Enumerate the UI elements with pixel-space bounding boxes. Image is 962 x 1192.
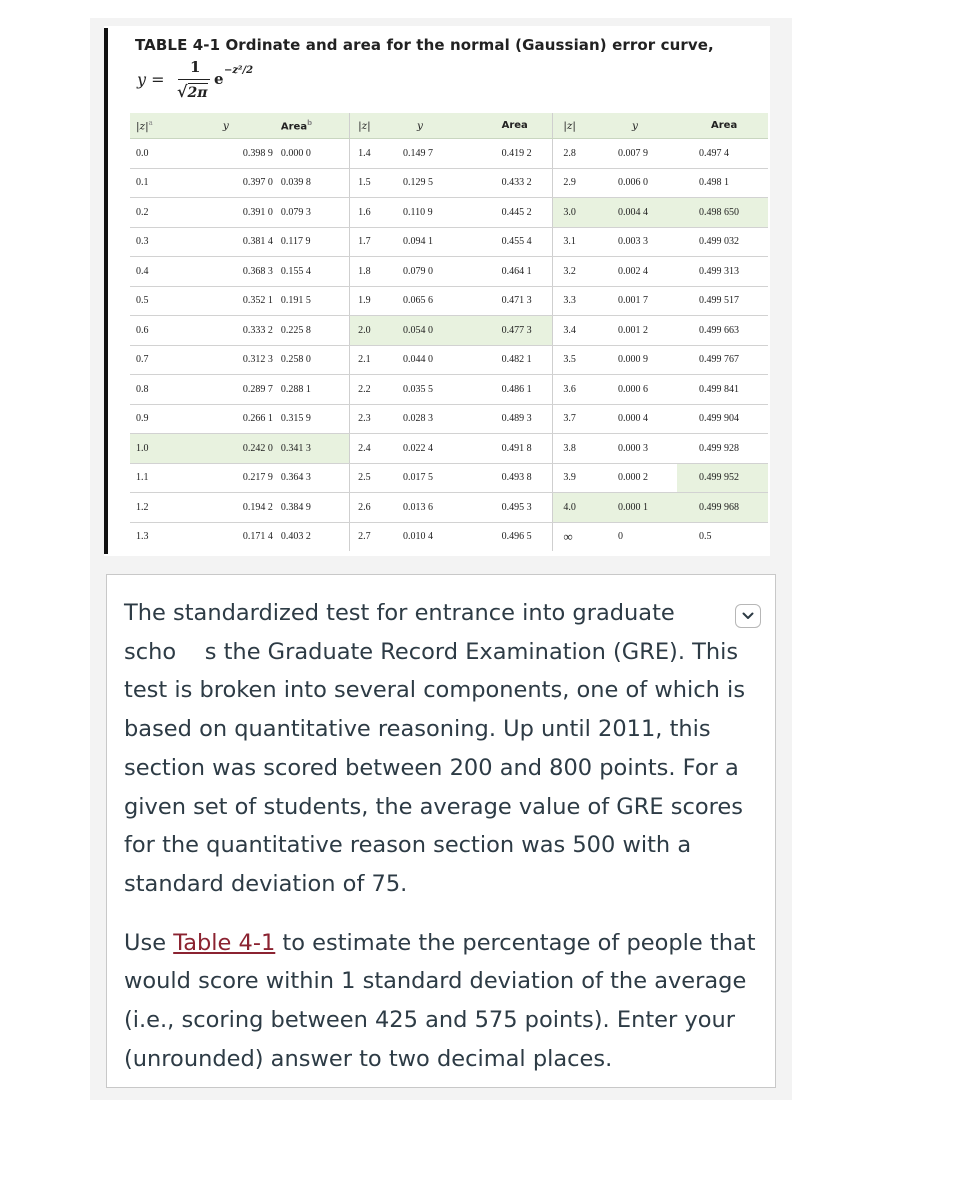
table-cell: 0.217 9: [185, 463, 273, 493]
table-cell: 3.2: [553, 257, 600, 287]
table-row: [130, 316, 768, 346]
table-cell: 1.3: [136, 531, 149, 543]
table-cell: 3.8: [553, 434, 600, 464]
table-left-rule: [104, 28, 108, 554]
chevron-down-icon: [742, 612, 754, 620]
table-cell: 0.006 0: [600, 168, 677, 198]
table-cell: 0.493 8: [474, 463, 553, 493]
table-row: [130, 463, 768, 493]
formula-fraction-bar: [178, 79, 210, 80]
footnote-a: a: [148, 118, 153, 127]
table-cell: 0.455 4: [474, 227, 553, 257]
table-header-row: [130, 113, 768, 139]
table-row: [130, 522, 768, 551]
header-area-2: Area: [474, 113, 553, 139]
table-cell: 2.1: [350, 345, 387, 375]
table-cell: 1.7: [350, 227, 387, 257]
table-cell: ∞: [553, 522, 600, 551]
question-text: [124, 594, 774, 1078]
table-cell: 1.1: [130, 463, 185, 493]
table-cell: 0.094 1: [387, 227, 474, 257]
table-cell: 0.149 7: [387, 139, 474, 169]
table-cell: 0.333 2: [185, 316, 273, 346]
table-cell: 0.499 517: [677, 286, 768, 316]
table-cell: 0.155 4: [273, 257, 350, 287]
table-cell: 0.6: [130, 316, 185, 346]
header-y-1: y: [185, 113, 273, 139]
table-cell: 0.419 2: [474, 139, 553, 169]
table-cell: 0.001 7: [600, 286, 677, 316]
table-row: [130, 375, 768, 405]
table-cell: 0.464 1: [474, 257, 553, 287]
table-cell: 0.003 3: [600, 227, 677, 257]
table-cell: 3.7: [553, 404, 600, 434]
table-cell: 0.433 2: [474, 168, 553, 198]
table-cell: 3.1: [553, 227, 600, 257]
table-cell: 0.341 3: [273, 434, 350, 464]
table-cell: 0.352 1: [185, 286, 273, 316]
table-cell: 0.022 4: [387, 434, 474, 464]
gaussian-formula: [137, 58, 297, 108]
table-cell: 3.4: [553, 316, 600, 346]
table-cell: 0.491 8: [474, 434, 553, 464]
table-cell: 0.000 0: [273, 139, 350, 169]
table-cell: 0.017 5: [387, 463, 474, 493]
formula-base: e: [214, 70, 224, 88]
table-cell: 0.497 4: [677, 139, 768, 169]
table-cell: 0.002 4: [600, 257, 677, 287]
header-z-3: |z|: [553, 113, 600, 139]
table-cell: 2.4: [350, 434, 387, 464]
table-cell: 2.5: [350, 463, 387, 493]
formula-lhs: y =: [137, 70, 165, 89]
question-p1-rest: s the Graduate Record Examination (GRE). This test is broken into several components, one of which is based on quantitative reasoning. Up until 2011, this section was scored between 200 and 800 points. For a given set of students, the average value of GRE scores for the quantitative reason section was 500 with a standard deviation of 75.: [124, 638, 746, 897]
table-cell: 1.6: [350, 198, 387, 228]
table-cell: 0.499 663: [677, 316, 768, 346]
table-cell: 0: [618, 531, 623, 543]
table-cell: 0.129 5: [387, 168, 474, 198]
table-cell: 1.8: [350, 257, 387, 287]
table-cell: 2.9: [553, 168, 600, 198]
table-cell: 0.368 3: [185, 257, 273, 287]
table-cell: 0.499 952: [677, 463, 768, 493]
table-cell: 1.9: [350, 286, 387, 316]
table-cell: 1.2: [130, 493, 185, 523]
table-cell: 0.397 0: [185, 168, 273, 198]
table-cell: 3.6: [553, 375, 600, 405]
formula-denominator: [177, 82, 208, 101]
table-cell: 0.495 3: [474, 493, 553, 523]
table-cell: 0.194 2: [185, 493, 273, 523]
header-z-2: |z|: [350, 113, 387, 139]
table-cell: 3.5: [553, 345, 600, 375]
question-p2-suffix: to estimate the percentage of people that would score within 1 standard deviation of the average (i.e., scoring between 425 and 575 points). Enter your (unrounded) answer to two decimal places.: [124, 929, 756, 1072]
table-cell: 0.000 3: [600, 434, 677, 464]
table-row: [130, 493, 768, 523]
table-cell: 1.0: [130, 434, 185, 464]
header-y-3: y: [600, 113, 677, 139]
table-cell: 0.398 9: [185, 139, 273, 169]
table-row: [130, 168, 768, 198]
table-cell: 0.4: [130, 257, 185, 287]
footnote-b: b: [307, 118, 313, 127]
table-cell: 0.266 1: [185, 404, 273, 434]
table-cell: 0.3: [130, 227, 185, 257]
table-cell: 0.471 3: [474, 286, 553, 316]
table-cell: 0.499 841: [677, 375, 768, 405]
table-cell: 0.486 1: [474, 375, 553, 405]
table-cell: 2.6: [350, 493, 387, 523]
table-cell: 2.3: [350, 404, 387, 434]
table-cell: 0.054 0: [387, 316, 474, 346]
table-cell: 0.499 767: [677, 345, 768, 375]
expand-toggle-button[interactable]: [735, 604, 761, 628]
question-paragraph-1: [124, 594, 774, 904]
table-cell: 0.496 5: [501, 531, 532, 543]
table-cell: 0.499 968: [677, 493, 768, 523]
table-cell: 0.004 4: [600, 198, 677, 228]
table-cell: 0.242 0: [185, 434, 273, 464]
table-cell: 0.499 928: [677, 434, 768, 464]
table-row: [130, 434, 768, 464]
table-cell: 0.028 3: [387, 404, 474, 434]
table-cell: 0.001 2: [600, 316, 677, 346]
table-cell: 2.0: [350, 316, 387, 346]
table-cell: 0.035 5: [387, 375, 474, 405]
table-cell: 0.289 7: [185, 375, 273, 405]
table-cell: 0.364 3: [273, 463, 350, 493]
table-cell: 0.498 1: [677, 168, 768, 198]
table-cell: 0.9: [130, 404, 185, 434]
table-row: [130, 345, 768, 375]
table-cell: 0.0: [130, 139, 185, 169]
table-cell: 2.2: [350, 375, 387, 405]
table-cell: 3.9: [553, 463, 600, 493]
table-row: [130, 257, 768, 287]
table-cell: 1.5: [350, 168, 387, 198]
table-cell: 0.044 0: [387, 345, 474, 375]
table-cell: 3.3: [553, 286, 600, 316]
table-cell: 0.5: [130, 286, 185, 316]
formula-root-body: 2π: [187, 85, 208, 101]
table-cell: 0.381 4: [185, 227, 273, 257]
question-paragraph-2: [124, 924, 774, 1079]
table-body: [130, 139, 768, 552]
table-cell: 0.445 2: [474, 198, 553, 228]
table-row: [130, 198, 768, 228]
table-cell: 0.000 2: [600, 463, 677, 493]
table-cell: 0.191 5: [273, 286, 350, 316]
question-p1-start: The standardized test for entrance into graduate scho: [124, 600, 675, 665]
table-cell: 0.258 0: [273, 345, 350, 375]
table-cell: 0.225 8: [273, 316, 350, 346]
table-cell: 2.7: [350, 522, 387, 551]
table-cell: 0.1: [130, 168, 185, 198]
table-caption: TABLE 4-1 Ordinate and area for the normal (Gaussian) error curve,: [135, 36, 714, 54]
table-cell: 0.010 4: [403, 531, 433, 543]
table-cell: 0.384 9: [273, 493, 350, 523]
table-cell: 0.000 1: [600, 493, 677, 523]
table-cell: 2.8: [553, 139, 600, 169]
table-cell: 0.8: [130, 375, 185, 405]
table-cell: 0.079 0: [387, 257, 474, 287]
header-y-2: y: [387, 113, 474, 139]
table-cell: 0.007 9: [600, 139, 677, 169]
table-cell: 0.2: [130, 198, 185, 228]
normal-distribution-table: [130, 113, 768, 551]
formula-numerator: 1: [190, 58, 201, 76]
table-cell: 1.4: [350, 139, 387, 169]
table-cell: 0.000 6: [600, 375, 677, 405]
table-row: [130, 404, 768, 434]
table-cell: 0.117 9: [273, 227, 350, 257]
question-p2-prefix: Use: [124, 929, 174, 956]
table-cell: 0.499 032: [677, 227, 768, 257]
table-cell: 0.498 650: [677, 198, 768, 228]
table-cell: 0.065 6: [387, 286, 474, 316]
header-area-3: Area: [677, 113, 768, 139]
table-cell: 0.013 6: [387, 493, 474, 523]
table-cell: 0.000 4: [600, 404, 677, 434]
table-cell: 4.0: [553, 493, 600, 523]
table-cell: 0.403 2: [280, 531, 311, 543]
header-z-1: $|z|^a$: [130, 113, 185, 139]
table-cell: 0.477 3: [474, 316, 553, 346]
table-row: [130, 286, 768, 316]
table-cell: 0.000 9: [600, 345, 677, 375]
formula-exponent: −z²/2: [224, 65, 254, 76]
table-cell: 0.110 9: [387, 198, 474, 228]
table-cell: 0.079 3: [273, 198, 350, 228]
table-cell: 0.5: [698, 531, 712, 543]
table-cell: 0.489 3: [474, 404, 553, 434]
table-cell: 0.312 3: [185, 345, 273, 375]
table-cell: 0.499 313: [677, 257, 768, 287]
table-cell: 0.039 8: [273, 168, 350, 198]
header-area-1: Area$^b$: [273, 113, 350, 139]
table-cell: 0.171 4: [242, 531, 273, 543]
table-row: [130, 227, 768, 257]
formula-root-sign: √: [177, 82, 188, 101]
table-cell: 0.315 9: [273, 404, 350, 434]
table-cell: 0.482 1: [474, 345, 553, 375]
table-cell: 3.0: [553, 198, 600, 228]
table-row: [130, 139, 768, 169]
table-cell: 0.499 904: [677, 404, 768, 434]
table-cell: 0.7: [130, 345, 185, 375]
table-4-1-link[interactable]: Table 4-1: [173, 929, 276, 956]
table-cell: 0.288 1: [273, 375, 350, 405]
table-cell: 0.391 0: [185, 198, 273, 228]
